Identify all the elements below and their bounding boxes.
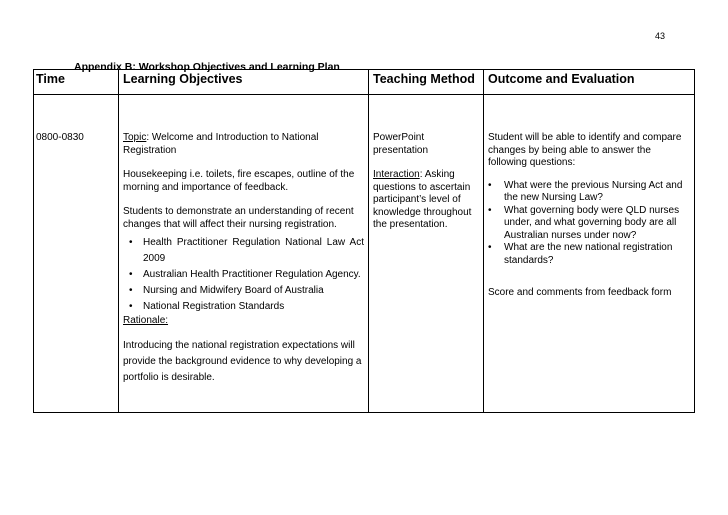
list-item: • What are the new national registration standards? xyxy=(488,242,673,266)
bullet-icon: • xyxy=(488,242,492,253)
outcome-intro: Student will be able to identify and compare changes by being able to answer the following questions: xyxy=(488,132,682,168)
list-item: • What governing body were QLD nurses under, and what governing body are all Australian nurses under now? xyxy=(488,204,680,241)
interaction-label: Interaction xyxy=(373,169,420,180)
bullet-icon: • xyxy=(129,237,133,248)
housekeeping-text: Housekeeping i.e. toilets, fire escapes, outline of the morning and importance of feedback. xyxy=(123,169,355,193)
interaction-text: : Asking questions to ascertain participant’s level of knowledge throughout the presentation. xyxy=(373,169,472,230)
header-time: Time xyxy=(34,70,119,95)
outcome-cell xyxy=(484,95,695,413)
bullet-icon: • xyxy=(488,204,492,216)
rationale-label: Rationale: xyxy=(123,315,169,326)
list-item: • Australian Health Practitioner Regulation Agency. xyxy=(123,267,364,283)
students-text: Students to demonstrate an understanding of recent changes that will affect their nursing registration. xyxy=(123,206,354,230)
list-item: • Nursing and Midwifery Board of Australia xyxy=(123,283,364,299)
list-item: • National Registration Standards xyxy=(123,299,364,315)
header-outcome-evaluation: Outcome and Evaluation xyxy=(484,70,695,95)
questions-list xyxy=(488,180,690,268)
table-caption: Appendix B: Workshop Objectives and Learning Plan xyxy=(74,61,340,73)
header-teaching-method: Teaching Method xyxy=(369,70,484,95)
list-item: • Health Practitioner Regulation National Law Act 2009 xyxy=(129,237,364,264)
page-number: 43 xyxy=(655,31,666,41)
header-learning-objectives: Learning Objectives xyxy=(119,70,369,95)
score-text: Score and comments from feedback form xyxy=(488,287,672,298)
list-item: • What were the previous Nursing Act and the new Nursing Law? xyxy=(488,179,683,203)
presentation-text: PowerPoint presentation xyxy=(373,132,429,156)
table-header-row xyxy=(34,70,695,95)
time-cell: 0800-0830 xyxy=(34,95,119,413)
table-row xyxy=(34,95,695,413)
topic-label: Topic xyxy=(123,132,147,143)
topic-paragraph xyxy=(123,132,364,157)
topic-text: : Welcome and Introduction to National Registration xyxy=(123,132,319,156)
legislation-list xyxy=(123,235,364,315)
bullet-icon: • xyxy=(488,179,492,191)
rationale-text: Introducing the national registration expectations will provide the background evidence to why developing a portfolio is desirable. xyxy=(123,339,362,383)
bullet-icon: • xyxy=(129,285,133,296)
interaction-paragraph xyxy=(373,169,479,232)
bullet-icon: • xyxy=(129,301,133,312)
workshop-plan-table xyxy=(33,69,695,413)
objectives-cell xyxy=(119,95,369,413)
bullet-icon: • xyxy=(129,269,133,280)
teaching-method-cell xyxy=(369,95,484,413)
